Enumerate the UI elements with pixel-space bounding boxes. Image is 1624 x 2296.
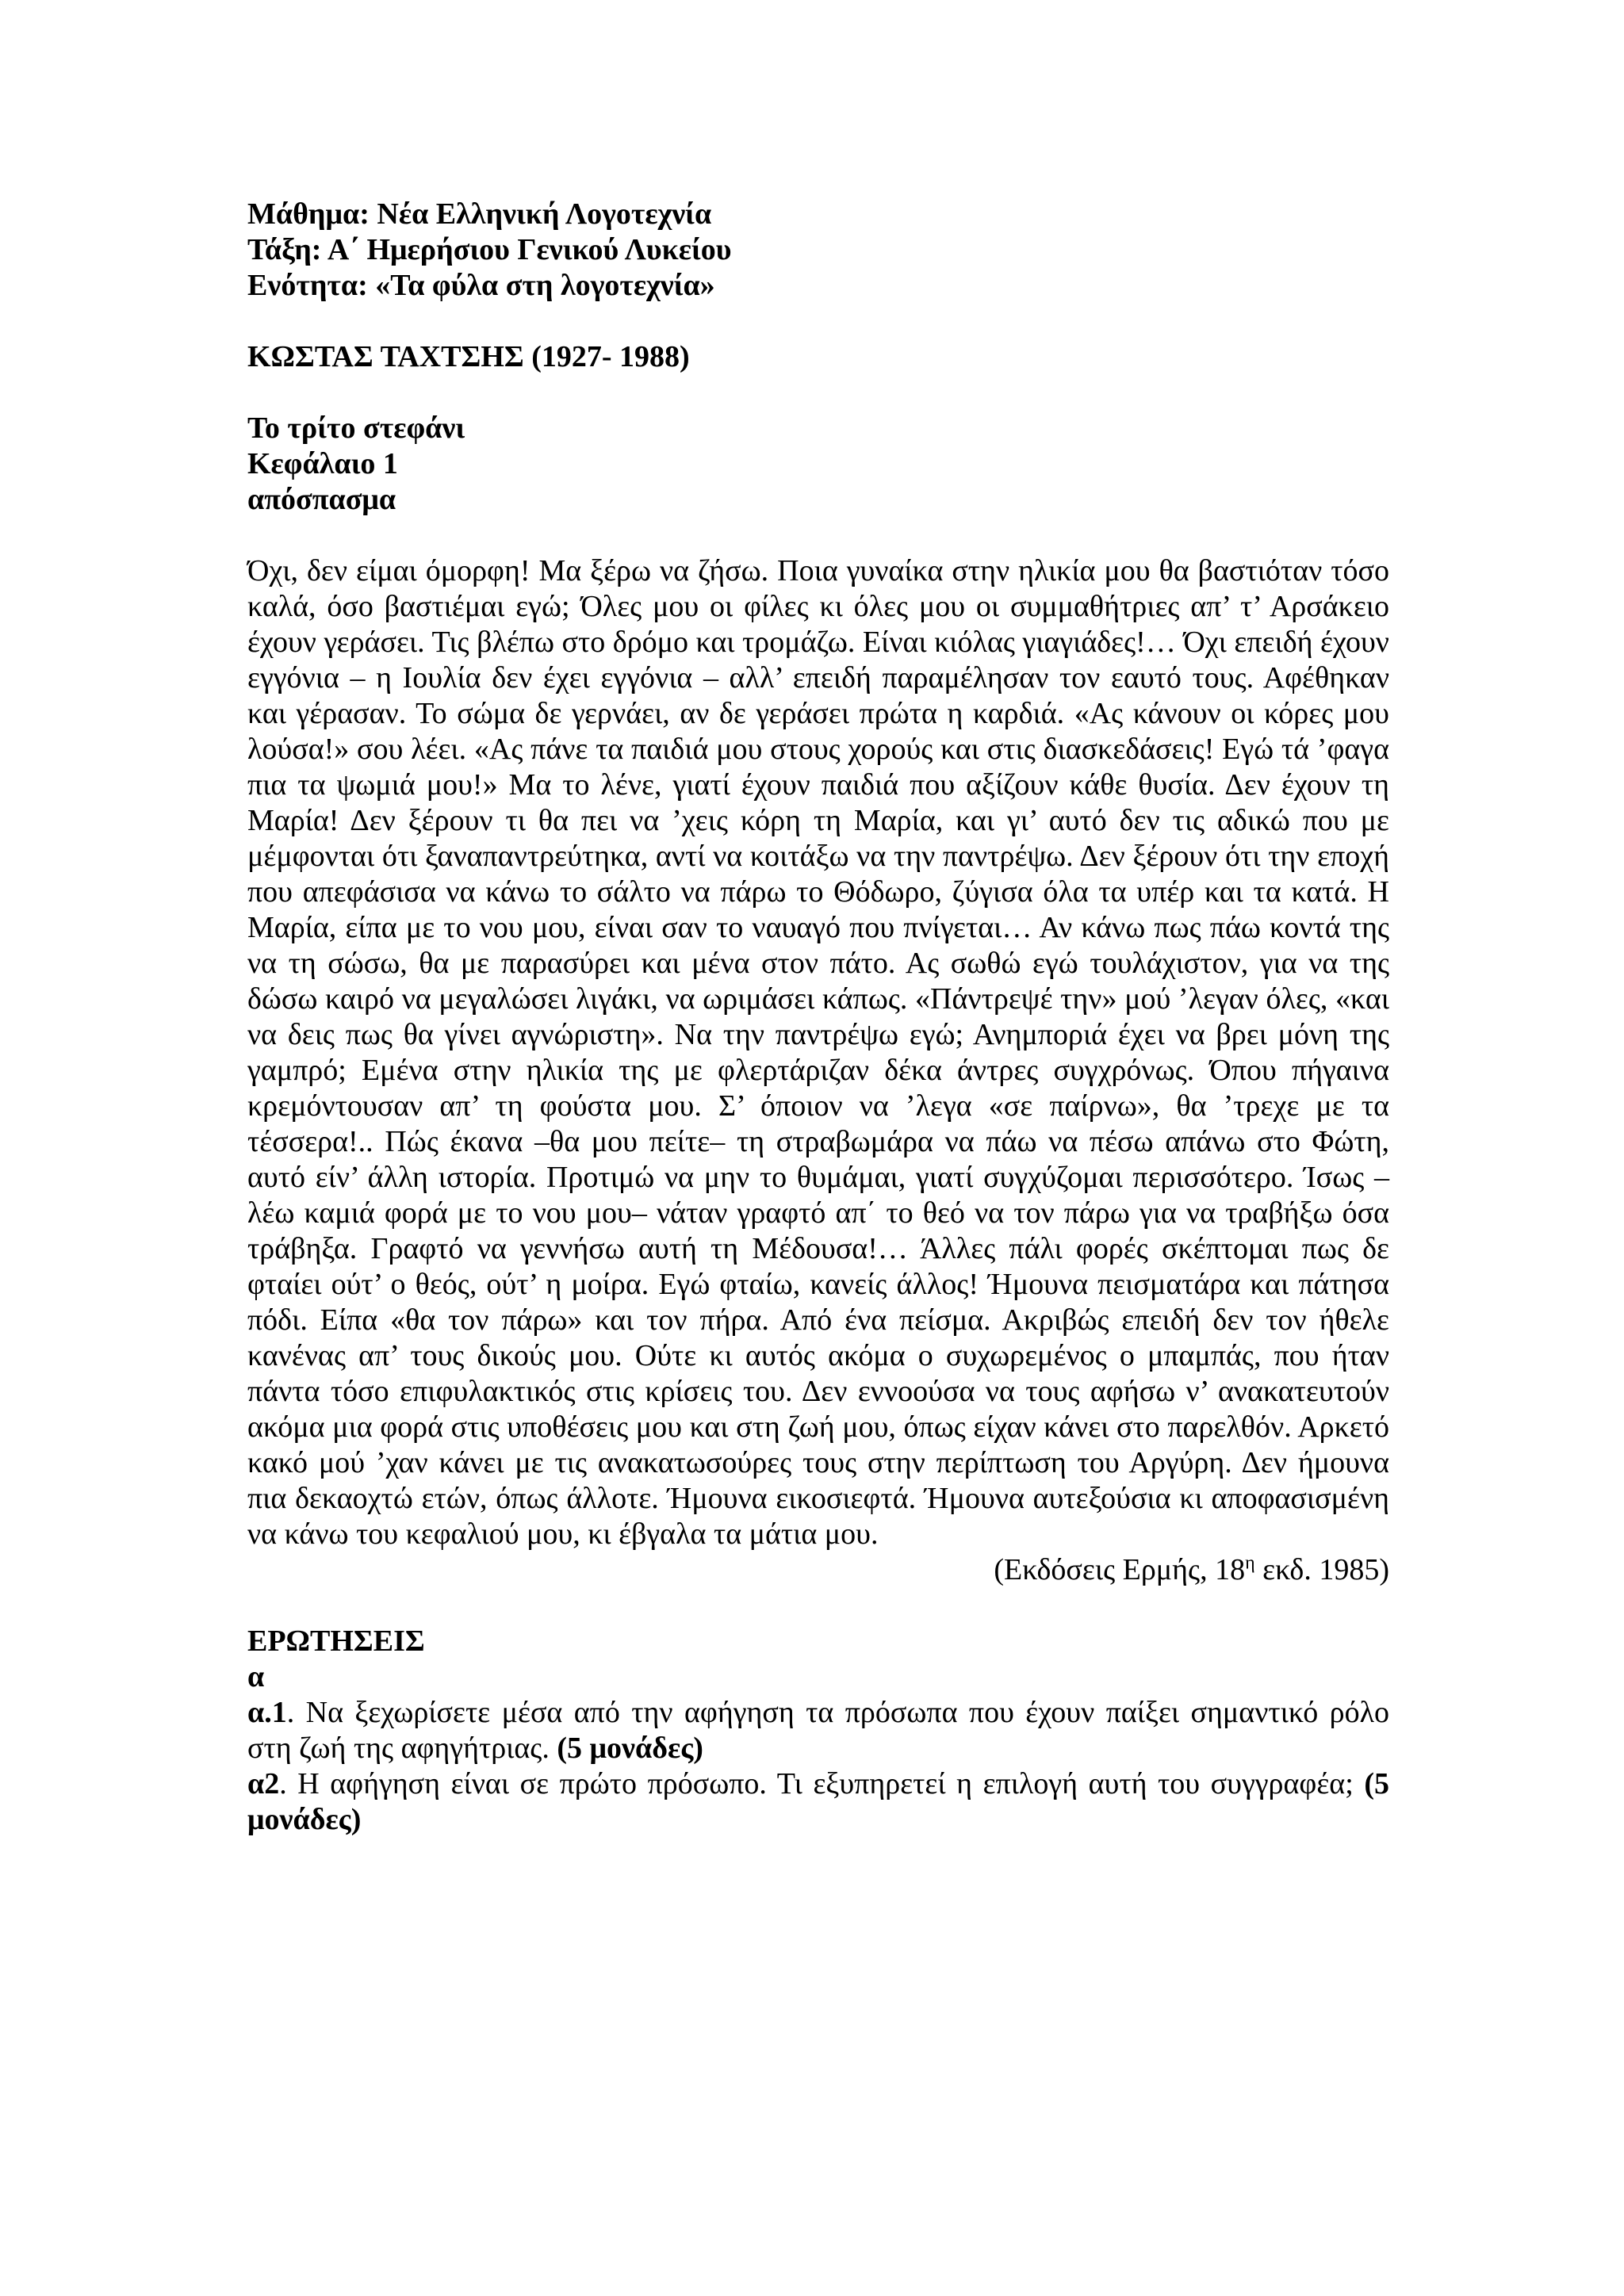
chapter-label: Κεφάλαιο 1 bbox=[247, 447, 398, 480]
question-points: (5 μονάδες) bbox=[557, 1732, 703, 1765]
questions-heading: ΕΡΩΤΗΣΕΙΣ bbox=[247, 1624, 425, 1658]
question-item bbox=[247, 1766, 1389, 1838]
source-citation bbox=[247, 1552, 1389, 1588]
excerpt-label: απόσπασμα bbox=[247, 483, 396, 516]
question-text: . Η αφήγηση είναι σε πρώτο πρόσωπο. Τι εξυπηρετεί η επιλογή αυτή του συγγραφέα; bbox=[279, 1767, 1365, 1800]
question-text: . Να ξεχωρίσετε μέσα από την αφήγηση τα πρόσωπα που έχουν παίξει σημαντικό ρόλο στη ζωή της αφηγήτριας. bbox=[247, 1696, 1389, 1765]
source-sup: η bbox=[1245, 1552, 1255, 1574]
author-heading: ΚΩΣΤΑΣ ΤΑΧΤΣΗΣ (1927- 1988) bbox=[247, 340, 690, 373]
class-line: Τάξη: Α΄ Ημερήσιου Γενικού Λυκείου bbox=[247, 233, 732, 266]
source-prefix: (Εκδόσεις Ερμής, 18 bbox=[994, 1553, 1246, 1586]
passage-text: Όχι, δεν είμαι όμορφη! Μα ξέρω να ζήσω. Ποια γυναίκα στην ηλικία μου θα βαστιόταν τόσο καλά, όσο βαστιέμαι εγώ; Όλες μου οι φίλες κι όλες μου οι συμμαθήτριες απ’ τ’ Αρσάκειο έχουν γεράσει. Τις βλέπω στο δρόμο και τρομάζω. Είναι κιόλας γιαγιάδες!… Όχι επειδή έχουν εγγόνια – η Ιουλία δεν έχει εγγόνια – αλλ’ επειδή παραμέλησαν τον εαυτό τους. Αφέθηκαν και γέρασαν. Το σώμα δε γερνάει, αν δε γεράσει πρώτα η καρδιά. «Ας κάνουν οι κόρες μου λούσα!» σου λέει. «Ας πάνε τα παιδιά μου στους χορούς και στις διασκεδάσεις! Εγώ τά ’φαγα πια τα ψωμιά μου!» Μα το λένε, γιατί έχουν παιδιά που αξίζουν κάθε θυσία. Δεν έχουν τη Μαρία! Δεν ξέρουν τι θα πει να ’χεις κόρη τη Μαρία, και γι’ αυτό δεν τις αδικώ που με μέμφονται ότι ξαναπαντρεύτηκα, αντί να κοιτάξω να την παντρέψω. Δεν ξέρουν ότι την εποχή που απεφάσισα να κάνω το σάλτο να πάρω το Θόδωρο, ζύγισα όλα τα υπέρ και τα κατά. Η Μαρία, είπα με το νου μου, είναι σαν το ναυαγό που πνίγεται… Αν κάνω πως πάω κοντά της να τη σώσω, θα με παρασύρει και μένα στον πάτο. Ας σωθώ εγώ τουλάχιστον, για να της δώσω καιρό να μεγαλώσει λιγάκι, να ωριμάσει κάπως. «Πάντρεψέ την» μού ’λεγαν όλες, «και να δεις πως θα γίνει αγνώριστη». Να την παντρέψω εγώ; Ανημποριά έχει να βρει μόνη της γαμπρό; Εμένα στην ηλικία της με φλερτάριζαν δέκα άντρες συγχρόνως. Όπου πήγαινα κρεμόντουσαν απ’ τη φούστα μου. Σ’ όποιον να ’λεγα «σε παίρνω», θα ’τρεχε με τα τέσσερα!.. Πώς έκανα –θα μου πείτε– τη στραβωμάρα να πάω να πέσω απάνω στο Φώτη, αυτό είν’ άλλη ιστορία. Προτιμώ να μην το θυμάμαι, γιατί συγχύζομαι περισσότερο. Ίσως –λέω καμιά φορά με το νου μου– νάταν γραφτό απ΄ το θεό να τον πάρω για να τραβήξω όσα τράβηξα. Γραφτό να γεννήσω αυτή τη Μέδουσα!… Άλλες πάλι φορές σκέπτομαι πως δε φταίει ούτ’ ο θεός, ούτ’ η μοίρα. Εγώ φταίω, κανείς άλλος! Ήμουνα πεισματάρα και πάτησα πόδι. Είπα «θα τον πάρω» και τον πήρα. Από ένα πείσμα. Ακριβώς επειδή δεν τον ήθελε κανένας απ’ τους δικούς μου. Ούτε κι αυτός ακόμα ο συχωρεμένος ο μπαμπάς, που ήταν πάντα τόσο επιφυλακτικός στις κρίσεις του. Δεν εννοούσα να τους αφήσω ν’ ανακατευτούν ακόμα μια φορά στις υποθέσεις μου και στη ζωή μου, όπως είχαν κάνει στο παρελθόν. Αρκετό κακό μού ’χαν κάνει με τις ανακατωσούρες τους στην περίπτωση του Αργύρη. Δεν ήμουνα πια δεκαοχτώ ετών, όπως άλλοτε. Ήμουνα εικοσιεφτά. Ήμουνα αυτεξούσια κι αποφασισμένη να κάνω του κεφαλιού μου, κι έβγαλα τα μάτια μου. bbox=[247, 554, 1389, 1551]
document-page bbox=[247, 197, 1389, 1838]
unit-line: Ενότητα: «Τα φύλα στη λογοτεχνία» bbox=[247, 269, 715, 302]
question-points: (5 μονάδες) bbox=[247, 1767, 1389, 1836]
question-number: α2 bbox=[247, 1767, 280, 1800]
source-suffix: εκδ. 1985) bbox=[1254, 1553, 1389, 1586]
questions-section-label: α bbox=[247, 1660, 265, 1693]
lesson-line: Μάθημα: Νέα Ελληνική Λογοτεχνία bbox=[247, 197, 712, 231]
question-number: α.1 bbox=[247, 1696, 287, 1729]
work-title: Το τρίτο στεφάνι bbox=[247, 411, 465, 445]
question-item bbox=[247, 1695, 1389, 1766]
